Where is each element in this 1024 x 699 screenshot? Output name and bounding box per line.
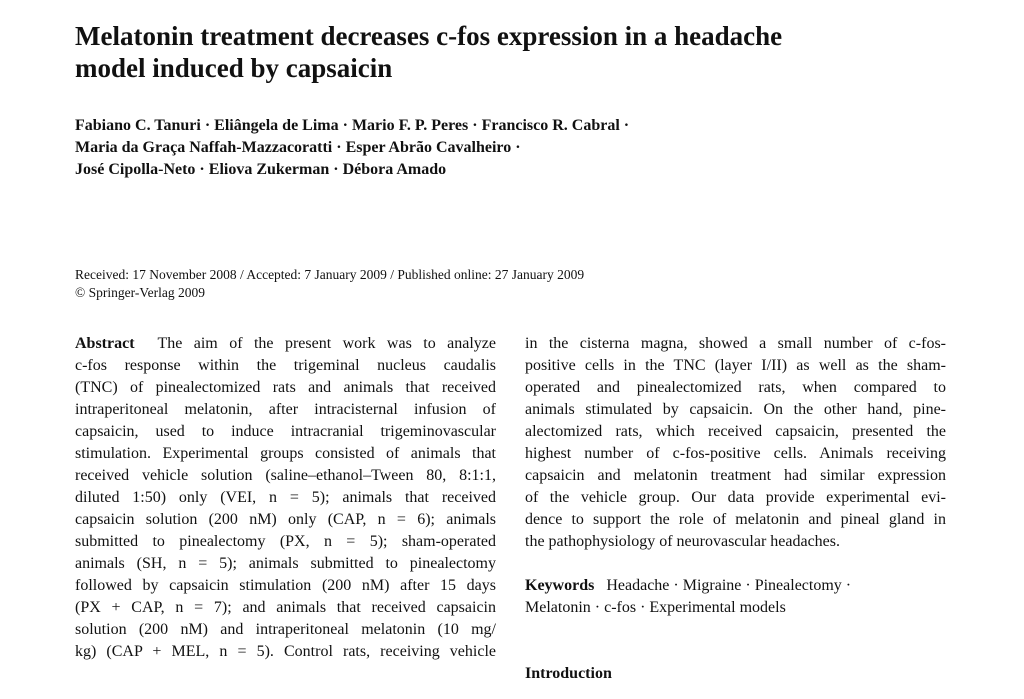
abstract-line: (TNC) of pinealectomized rats and animals that received bbox=[75, 379, 496, 396]
abstract-line: kg) (CAP + MEL, n = 5). Control rats, receiving vehicle bbox=[75, 643, 496, 660]
abstract-line: animals (SH, n = 5); animals submitted to pinealectomy bbox=[75, 555, 496, 572]
author-line: Fabiano C. Tanuri · Eliângela de Lima · Mario F. P. Peres · Francisco R. Cabral · bbox=[75, 117, 630, 134]
author-list bbox=[75, 115, 975, 181]
abstract-left-column bbox=[75, 333, 496, 663]
introduction-heading: Introduction bbox=[525, 665, 612, 682]
article-title bbox=[75, 20, 975, 84]
abstract-line: animals stimulated by capsaicin. On the other hand, pine- bbox=[525, 401, 946, 418]
abstract-line: alectomized rats, which received capsaicin, presented the bbox=[525, 423, 946, 440]
title-line: Melatonin treatment decreases c-fos expression in a headache bbox=[75, 21, 783, 51]
abstract-line: stimulation. Experimental groups consisted of animals that bbox=[75, 445, 496, 462]
abstract-line: diluted 1:50) only (VEI, n = 5); animals that received bbox=[75, 489, 496, 506]
copyright-notice: © Springer-Verlag 2009 bbox=[75, 285, 205, 300]
keywords-label: Keywords bbox=[525, 577, 595, 594]
abstract-line: received vehicle solution (saline–ethanol–Tween 80, 8:1:1, bbox=[75, 467, 496, 484]
abstract-line: dence to support the role of melatonin and pineal gland in bbox=[525, 511, 946, 528]
abstract-line: of the vehicle group. Our data provide experimental evi- bbox=[525, 489, 946, 506]
keywords-text: Headache · Migraine · Pinealectomy · bbox=[606, 577, 852, 594]
abstract-line: the pathophysiology of neurovascular headaches. bbox=[525, 533, 841, 550]
abstract-line: highest number of c-fos-positive cells. Animals receiving bbox=[525, 445, 946, 462]
keywords-line bbox=[525, 575, 946, 597]
abstract-line: capsaicin and melatonin treatment had similar expression bbox=[525, 467, 946, 484]
abstract-label: Abstract bbox=[75, 335, 135, 352]
author-line: José Cipolla-Neto · Eliova Zukerman · Débora Amado bbox=[75, 161, 447, 178]
keywords-line: Melatonin · c-fos · Experimental models bbox=[525, 599, 786, 616]
abstract-line: c-fos response within the trigeminal nucleus caudalis bbox=[75, 357, 496, 374]
abstract-first-line-text: The aim of the present work was to analyze bbox=[157, 335, 496, 352]
abstract-line: operated and pinealectomized rats, when compared to bbox=[525, 379, 946, 396]
abstract-right-column bbox=[525, 333, 946, 553]
keywords-block bbox=[525, 575, 946, 619]
abstract-line bbox=[75, 333, 496, 355]
abstract-line: solution (200 nM) and intraperitoneal melatonin (10 mg/ bbox=[75, 621, 496, 638]
abstract-line: (PX + CAP, n = 7); and animals that received capsaicin bbox=[75, 599, 496, 616]
abstract-line: intraperitoneal melatonin, after intracisternal infusion of bbox=[75, 401, 496, 418]
abstract-line: positive cells in the TNC (layer I/II) as well as the sham- bbox=[525, 357, 946, 374]
title-line: model induced by capsaicin bbox=[75, 53, 393, 83]
abstract-line: capsaicin solution (200 nM) only (CAP, n = 6); animals bbox=[75, 511, 496, 528]
author-line: Maria da Graça Naffah-Mazzacoratti · Esper Abrão Cavalheiro · bbox=[75, 139, 521, 156]
history-dates: Received: 17 November 2008 / Accepted: 7 January 2009 / Published online: 27 January 2009 bbox=[75, 267, 585, 282]
abstract-line: followed by capsaicin stimulation (200 nM) after 15 days bbox=[75, 577, 496, 594]
abstract-line: submitted to pinealectomy (PX, n = 5); sham-operated bbox=[75, 533, 496, 550]
abstract-line: in the cisterna magna, showed a small number of c-fos- bbox=[525, 335, 946, 352]
publication-info bbox=[75, 266, 975, 302]
abstract-line: capsaicin, used to induce intracranial trigeminovascular bbox=[75, 423, 496, 440]
